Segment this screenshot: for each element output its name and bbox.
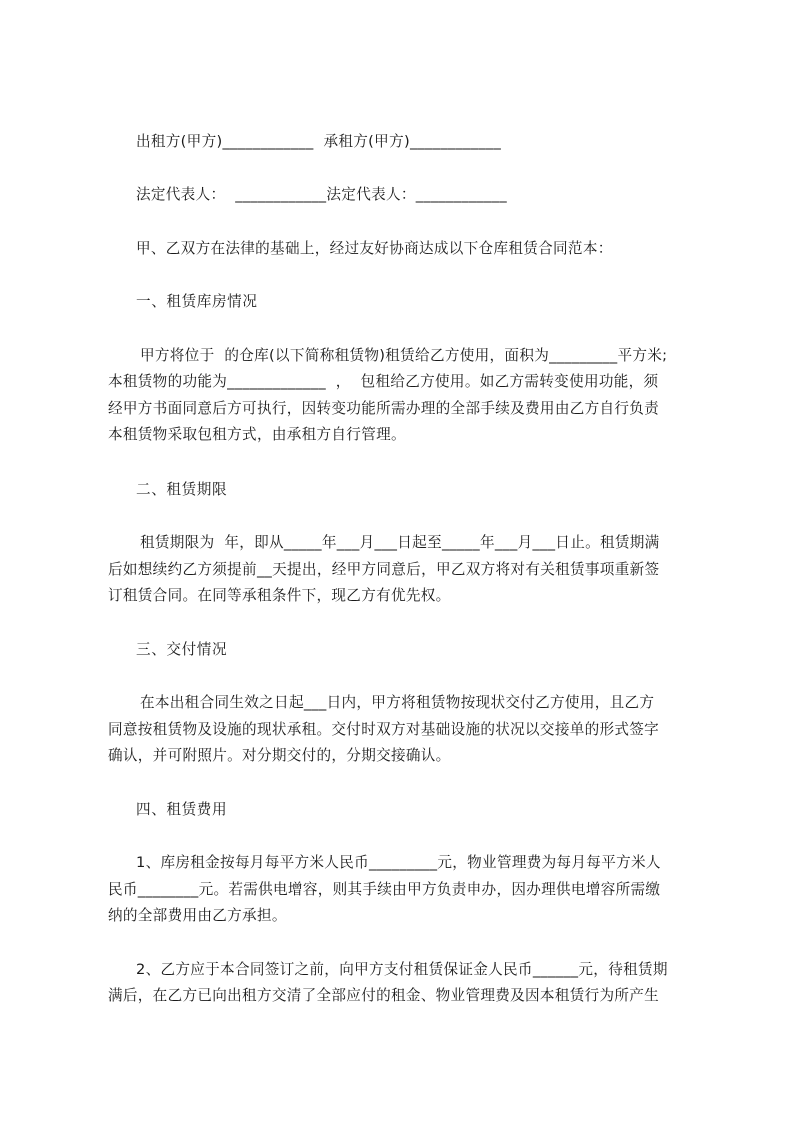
paragraph-line: 纳的全部费用由乙方承担。	[108, 907, 287, 924]
paragraph-line: 同意按租赁物及设施的现状承租。交付时双方对基础设施的状况以交接单的形式签字	[108, 721, 660, 738]
lessor-lessee-line: 出租方(甲方)____________ 承租方(甲方)____________	[136, 133, 502, 150]
section-heading-delivery: 三、交付情况	[136, 641, 228, 658]
paragraph-line: 订租赁合同。在同等承租条件下，现乙方有优先权。	[108, 587, 451, 604]
paragraph-line: 本租赁物采取包租方式，由承租方自行管理。	[108, 426, 406, 443]
paragraph-line: 后如想续约乙方须提前__天提出，经甲方同意后，甲乙双方将对有关租赁事项重新签	[108, 561, 660, 578]
paragraph-line: 确认，并可附照片。对分期交付的，分期交接确认。	[108, 747, 451, 764]
paragraph-line: 民币________元。若需供电增容，则其手续由甲方负责申办，因办理供电增容所需缴	[108, 881, 661, 898]
section-heading-premises: 一、租赁库房情况	[136, 293, 258, 310]
intro-paragraph: 甲、乙双方在法律的基础上，经过友好协商达成以下仓库租赁合同范本：	[136, 240, 613, 257]
paragraph-line: 2、乙方应于本合同签订之前，向甲方支付租赁保证金人民币______元，待租赁期	[136, 961, 668, 978]
section-heading-term: 二、租赁期限	[136, 481, 228, 498]
legal-representative-line: 法定代表人： ____________法定代表人：____________	[136, 186, 507, 203]
paragraph-line: 1、库房租金按每月每平方米人民币_________元，物业管理费为每月每平方米人	[136, 854, 661, 871]
paragraph-line: 本租赁物的功能为_____________ ， 包租给乙方使用。如乙方需转变使用功能，须	[108, 373, 659, 390]
paragraph-line: 甲方将位于 的仓库(以下简称租赁物)租赁给乙方使用，面积为_________平方米;	[140, 347, 668, 364]
paragraph-line: 经甲方书面同意后方可执行，因转变功能所需办理的全部手续及费用由乙方自行负责	[108, 400, 660, 417]
paragraph-line: 租赁期限为 年，即从_____年___月___日起至_____年___月___日止。租赁期满	[140, 534, 660, 551]
paragraph-line: 满后，在乙方已向出租方交清了全部应付的租金、物业管理费及因本租赁行为所产生	[108, 987, 660, 1004]
section-heading-fees: 四、租赁费用	[136, 801, 228, 818]
paragraph-line: 在本出租合同生效之日起___日内，甲方将租赁物按现状交付乙方使用，且乙方	[140, 694, 655, 711]
